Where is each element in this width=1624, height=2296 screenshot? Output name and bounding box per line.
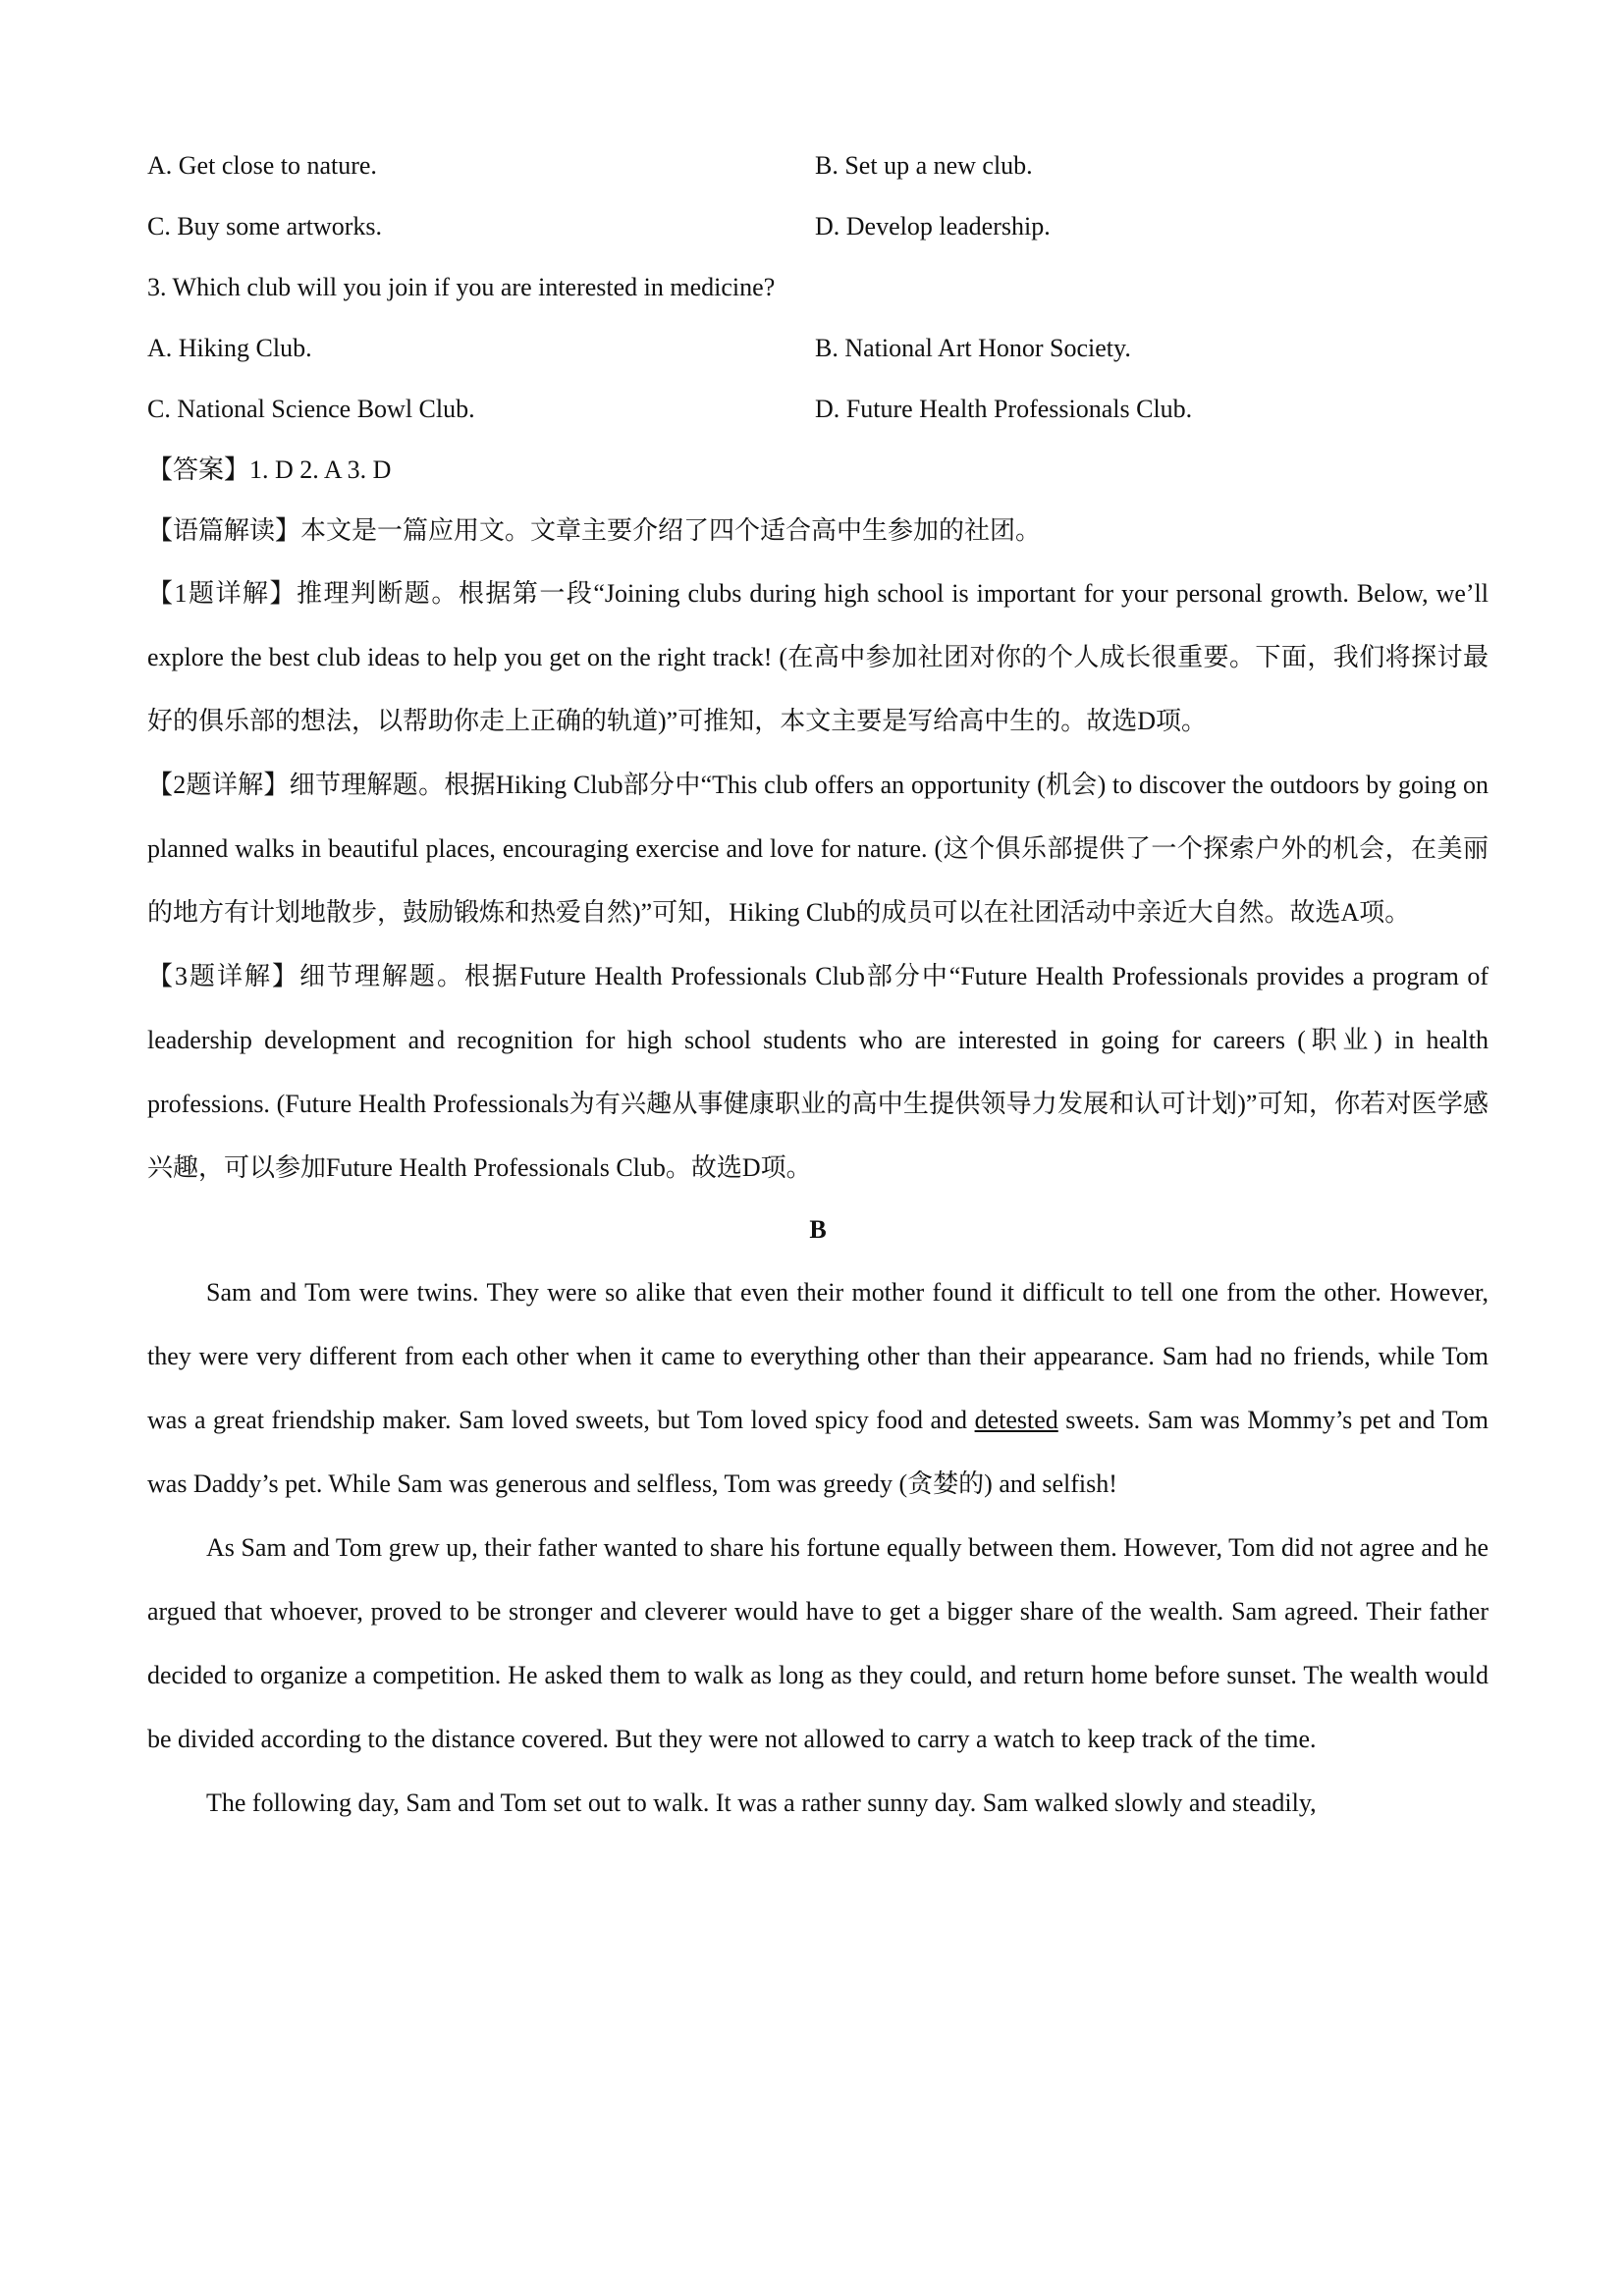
passage-b-paragraph-2: As Sam and Tom grew up, their father wanted to share his fortune equally between them. However, Tom did not agree and he argued that whoever, proved to be stronger and cleverer would have to get a bigger share of the wealth. Sam agreed. Their father decided to organize a competition. He asked them to walk as long as they could, and return home before sunset. The wealth would be divided according to the distance covered. But they were not allowed to carry a watch to keep track of the time.	[147, 1533, 1489, 1753]
passage-b-p1-text-2: sweets. Sam was Mommy’s pet and Tom was Daddy’s pet. While Sam was generous and selfless, Tom was greedy (贪婪的) and selfish!	[147, 1406, 1489, 1498]
q2-options-row-1	[147, 135, 1489, 196]
passage-b-p1-text-1: Sam and Tom were twins. They were so alike that even their mother found it difficult to tell one from the other. However, they were very different from each other when it came to everything other than their appearance. Sam had no friends, while Tom was a great friendship maker. Sam loved sweets, but Tom loved spicy food and	[147, 1278, 1489, 1434]
q3-option-d: D. Future Health Professionals Club.	[815, 395, 1193, 423]
section-heading-b: B	[809, 1215, 827, 1244]
q2-option-c: C. Buy some artworks.	[147, 212, 383, 240]
q2-option-b: B. Set up a new club.	[815, 151, 1033, 180]
q3-options-row-2	[147, 379, 1489, 440]
q3-option-a: A. Hiking Club.	[147, 334, 312, 362]
q3-options-row-1	[147, 318, 1489, 379]
q2-option-d: D. Develop leadership.	[815, 212, 1051, 240]
explanation-q2: 【2题详解】细节理解题。根据Hiking Club部分中“This club offers an opportunity (机会) to discover the outdoors by going on planned walks in beautiful places, encouraging exercise and love for nature. (这个俱乐部提供了一个探索户外的机会，在美丽的地方有计划地散步，鼓励锻炼和热爱自然)”可知，Hiking Club的成员可以在社团活动中亲近大自然。故选A项。	[147, 771, 1489, 927]
q3-question: 3. Which club will you join if you are interested in medicine?	[147, 273, 776, 301]
q2-options-row-2	[147, 196, 1489, 257]
q2-option-a: A. Get close to nature.	[147, 151, 377, 180]
document-page	[147, 135, 1489, 1835]
passage-b-paragraph-3: The following day, Sam and Tom set out to walk. It was a rather sunny day. Sam walked slowly and steadily,	[206, 1789, 1317, 1817]
passage-summary: 【语篇解读】本文是一篇应用文。文章主要介绍了四个适合高中生参加的社团。	[147, 516, 1042, 545]
explanation-q3: 【3题详解】细节理解题。根据Future Health Professionals Club部分中“Future Health Professionals provides a program of leadership development and recognition for high school students who are interested in going for careers (职业) in health professions. (Future Health Professionals为有兴趣从事健康职业的高中生提供领导力发展和认可计划)”可知，你若对医学感兴趣，可以参加Future Health Professionals Club。故选D项。	[147, 962, 1489, 1182]
passage-b-paragraph-1	[147, 1260, 1489, 1516]
q3-option-c: C. National Science Bowl Club.	[147, 395, 475, 423]
explanation-q1: 【1题详解】推理判断题。根据第一段“Joining clubs during high school is important for your personal growth. Below, we’ll explore the best club ideas to help you get on the right track! (在高中参加社团对你的个人成长很重要。下面，我们将探讨最好的俱乐部的想法，以帮助你走上正确的轨道)”可推知，本文主要是写给高中生的。故选D项。	[147, 579, 1489, 735]
underlined-word: detested	[974, 1406, 1058, 1434]
answer-key: 【答案】1. D 2. A 3. D	[147, 455, 392, 484]
q3-option-b: B. National Art Honor Society.	[815, 334, 1131, 362]
